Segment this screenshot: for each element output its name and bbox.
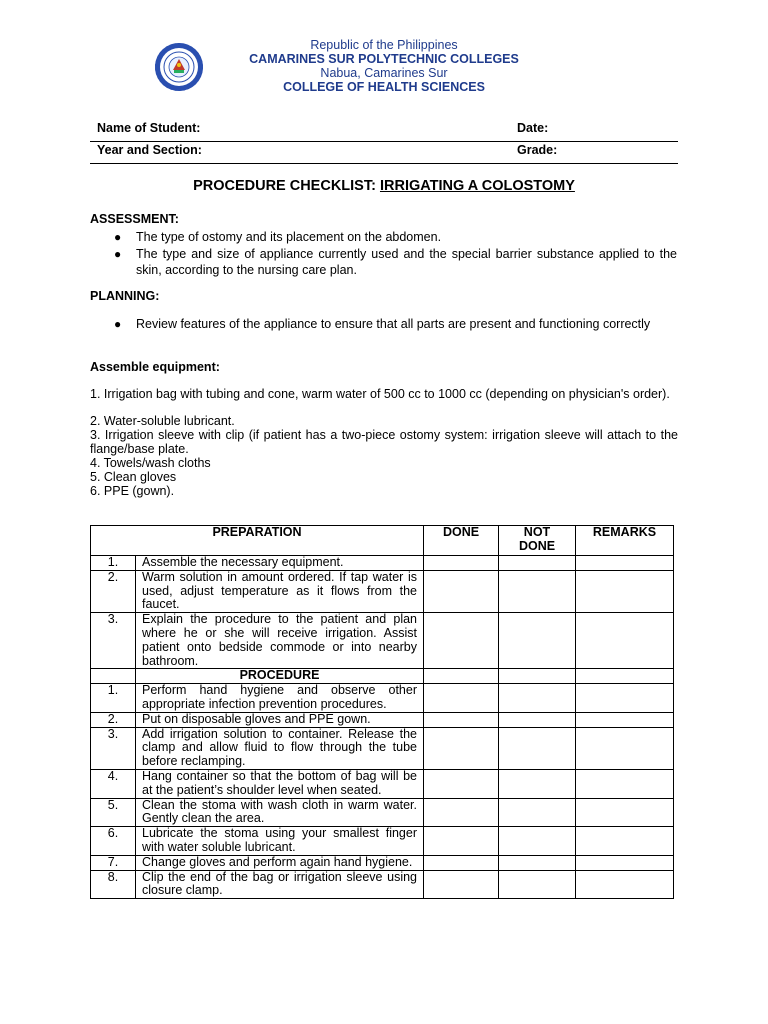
step-description: Clip the end of the bag or irrigation sleeve using closure clamp. <box>136 870 424 899</box>
step-number: 2. <box>91 712 136 727</box>
step-description: Warm solution in amount ordered. If tap water is used, adjust temperature as it flows from the faucet. <box>136 570 424 612</box>
equipment-heading: Assemble equipment: <box>90 360 220 374</box>
bullet-icon: ● <box>114 247 122 261</box>
not-done-cell[interactable] <box>499 570 576 612</box>
date-label: Date: <box>517 121 549 135</box>
procedure-checklist-table <box>90 525 674 899</box>
remarks-header: REMARKS <box>576 526 674 556</box>
year-section-label: Year and Section: <box>97 143 202 157</box>
header-college-name: CAMARINES SUR POLYTECHNIC COLLEGES <box>249 52 519 66</box>
step-number: 2. <box>91 570 136 612</box>
step-number: 3. <box>91 613 136 669</box>
step-description: Assemble the necessary equipment. <box>136 556 424 571</box>
done-cell[interactable] <box>424 870 499 899</box>
equipment-item: 3. Irrigation sleeve with clip (if patient has a two-piece ostomy system: irrigation sleeve will attach to the flange/base plate. <box>90 428 678 456</box>
table-row <box>91 613 674 669</box>
table-row <box>91 727 674 769</box>
table-row <box>91 769 674 798</box>
divider-line <box>90 163 678 164</box>
procedure-subheader-row <box>91 669 674 684</box>
not-done-cell[interactable] <box>499 556 576 571</box>
table-row <box>91 827 674 856</box>
step-number: 6. <box>91 827 136 856</box>
step-description: Add irrigation solution to container. Release the clamp and allow fluid to flow through the tube before reclamping. <box>136 727 424 769</box>
step-description: Put on disposable gloves and PPE gown. <box>136 712 424 727</box>
not-done-cell[interactable] <box>499 769 576 798</box>
remarks-cell[interactable] <box>576 613 674 669</box>
header-location: Nabua, Camarines Sur <box>320 66 448 80</box>
step-number: 8. <box>91 870 136 899</box>
step-number: 1. <box>91 684 136 713</box>
table-row <box>91 855 674 870</box>
remarks-cell[interactable] <box>576 727 674 769</box>
not-done-cell[interactable] <box>499 684 576 713</box>
step-description: Explain the procedure to the patient and plan where he or she will receive irrigation. Assist patient onto bedside commode or into nearby bathroom. <box>136 613 424 669</box>
divider-line <box>90 141 678 142</box>
remarks-cell[interactable] <box>576 684 674 713</box>
remarks-cell[interactable] <box>576 870 674 899</box>
not-done-cell[interactable] <box>499 613 576 669</box>
assessment-item: The type and size of appliance currently used and the special barrier substance applied to the skin, according to the nursing care plan. <box>136 247 677 277</box>
table-row <box>91 798 674 827</box>
not-done-cell[interactable] <box>499 870 576 899</box>
not-done-cell[interactable] <box>499 827 576 856</box>
done-cell[interactable] <box>424 727 499 769</box>
done-cell[interactable] <box>424 827 499 856</box>
remarks-cell[interactable] <box>576 769 674 798</box>
table-row <box>91 570 674 612</box>
table-row <box>91 870 674 899</box>
done-cell[interactable] <box>424 712 499 727</box>
step-number: 3. <box>91 727 136 769</box>
equipment-item: 5. Clean gloves <box>90 470 177 484</box>
done-header: DONE <box>424 526 499 556</box>
header-republic: Republic of the Philippines <box>310 38 458 52</box>
bullet-icon: ● <box>114 230 122 244</box>
preparation-header: PREPARATION <box>91 526 424 556</box>
done-cell[interactable] <box>424 613 499 669</box>
assessment-item: The type of ostomy and its placement on the abdomen. <box>136 230 442 244</box>
step-description: Lubricate the stoma using your smallest finger with water soluble lubricant. <box>136 827 424 856</box>
step-description: Hang container so that the bottom of bag will be at the patient’s shoulder level when seated. <box>136 769 424 798</box>
page-title: PROCEDURE CHECKLIST: IRRIGATING A COLOSTOMY <box>193 178 575 194</box>
remarks-cell[interactable] <box>576 798 674 827</box>
not-done-cell[interactable] <box>499 727 576 769</box>
not-done-cell[interactable] <box>499 798 576 827</box>
done-cell[interactable] <box>424 684 499 713</box>
step-description: Perform hand hygiene and observe other appropriate infection prevention procedures. <box>136 684 424 713</box>
done-cell[interactable] <box>424 855 499 870</box>
procedure-heading: PROCEDURE <box>136 669 424 684</box>
step-number: 1. <box>91 556 136 571</box>
step-number: 7. <box>91 855 136 870</box>
equipment-item: 4. Towels/wash cloths <box>90 456 211 470</box>
remarks-cell[interactable] <box>576 855 674 870</box>
not-done-header: NOT DONE <box>499 526 576 556</box>
planning-heading: PLANNING: <box>90 289 160 303</box>
bullet-icon: ● <box>114 317 122 331</box>
equipment-item: 2. Water-soluble lubricant. <box>90 414 235 428</box>
table-header-row <box>91 526 674 556</box>
not-done-cell[interactable] <box>499 855 576 870</box>
remarks-cell[interactable] <box>576 712 674 727</box>
step-number: 4. <box>91 769 136 798</box>
assessment-heading: ASSESSMENT: <box>90 212 179 226</box>
equipment-item: 1. Irrigation bag with tubing and cone, warm water of 500 cc to 1000 cc (depending on physician's order). <box>90 387 670 401</box>
remarks-cell[interactable] <box>576 570 674 612</box>
step-description: Clean the stoma with wash cloth in warm water. Gently clean the area. <box>136 798 424 827</box>
grade-label: Grade: <box>517 143 558 157</box>
table-row <box>91 556 674 571</box>
done-cell[interactable] <box>424 769 499 798</box>
table-row <box>91 684 674 713</box>
step-number: 5. <box>91 798 136 827</box>
step-description: Change gloves and perform again hand hygiene. <box>136 855 424 870</box>
table-row <box>91 712 674 727</box>
remarks-cell[interactable] <box>576 827 674 856</box>
not-done-cell[interactable] <box>499 712 576 727</box>
planning-item: Review features of the appliance to ensure that all parts are present and functioning correctly <box>136 317 651 331</box>
remarks-cell[interactable] <box>576 556 674 571</box>
student-name-label: Name of Student: <box>97 121 201 135</box>
done-cell[interactable] <box>424 798 499 827</box>
document-header <box>0 38 768 98</box>
equipment-item: 6. PPE (gown). <box>90 484 175 498</box>
done-cell[interactable] <box>424 570 499 612</box>
done-cell[interactable] <box>424 556 499 571</box>
header-department: COLLEGE OF HEALTH SCIENCES <box>283 80 485 94</box>
